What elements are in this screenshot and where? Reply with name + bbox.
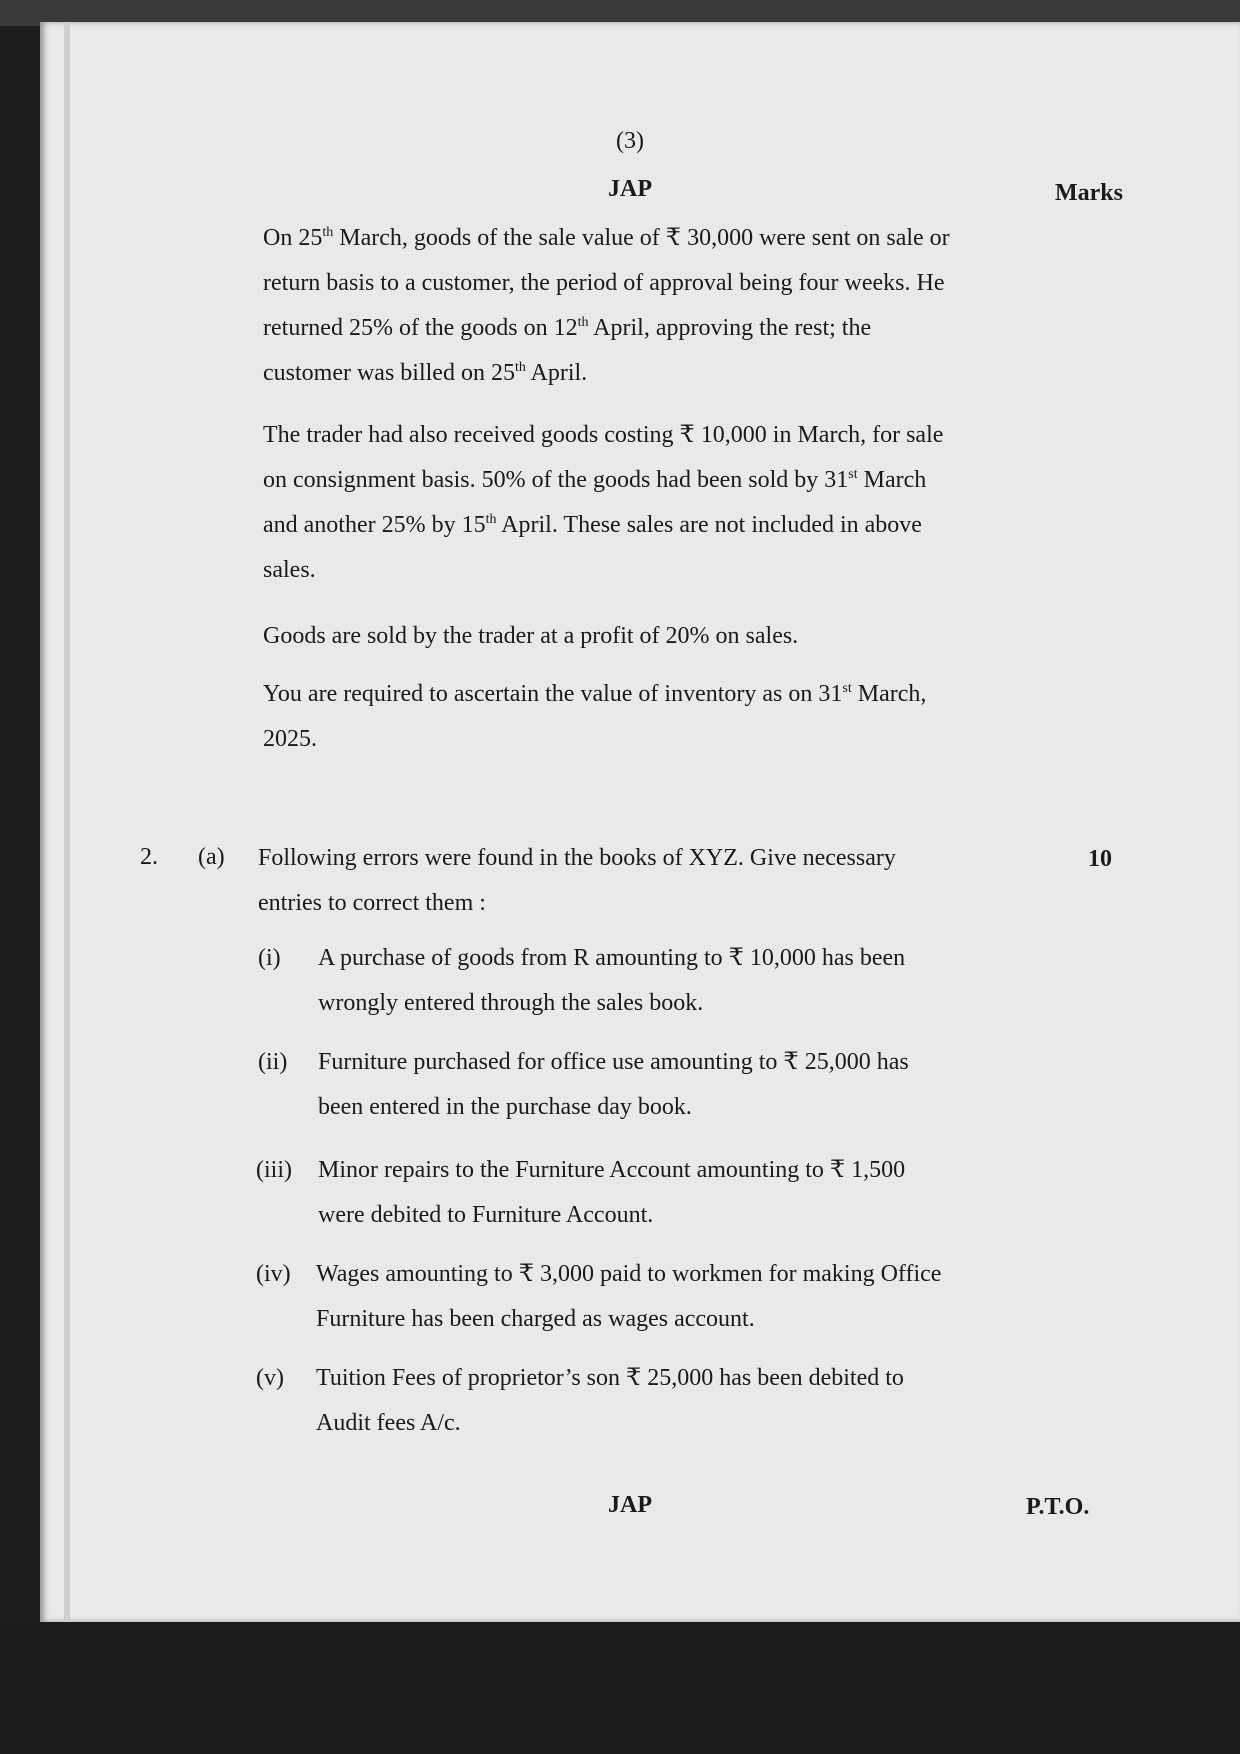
para1-line3: returned 25% of the goods on 12th April, approving the rest; the [263, 315, 872, 341]
para2-line1: The trader had also received goods costing ₹ 10,000 in March, for sale [263, 422, 944, 448]
para1-line2: return basis to a customer, the period of approval being four weeks. He [263, 270, 945, 296]
consignment-paragraph [263, 413, 1038, 593]
item-label-ii: (ii) [258, 1049, 288, 1075]
error-item-v [316, 1356, 1029, 1446]
item-iii-line2: were debited to Furniture Account. [318, 1202, 654, 1228]
scanner-bottom-border [0, 1622, 1240, 1754]
item-label-i: (i) [258, 945, 281, 971]
item-v-line1: Tuition Fees of proprietor’s son ₹ 25,000 has been debited to [316, 1365, 904, 1391]
item-iv-line2: Furniture has been charged as wages account. [316, 1306, 755, 1332]
page-number: (3) [616, 128, 644, 154]
pto-label: P.T.O. [1026, 1494, 1090, 1520]
para1-line1: On 25th March, goods of the sale value of ₹ 30,000 were sent on sale or [263, 225, 950, 251]
error-item-i [318, 936, 1031, 1026]
item-ii-line2: been entered in the purchase day book. [318, 1094, 692, 1120]
para2-line4: sales. [263, 557, 316, 583]
error-item-iv [316, 1252, 1029, 1342]
q2-line2: entries to correct them : [258, 890, 486, 916]
item-ii-line1: Furniture purchased for office use amounting to ₹ 25,000 has [318, 1049, 909, 1075]
item-label-iii: (iii) [256, 1157, 292, 1183]
item-iii-line1: Minor repairs to the Furniture Account amounting to ₹ 1,500 [318, 1157, 906, 1183]
para1-line4: customer was billed on 25th April. [263, 360, 588, 386]
requirement-paragraph [263, 672, 1038, 762]
question-part: (a) [198, 844, 225, 870]
item-i-line1: A purchase of goods from R amounting to ₹ 10,000 has been [318, 945, 906, 971]
page-fold-edge [64, 22, 70, 1622]
question-1-continuation [263, 216, 1038, 396]
para2-line2: on consignment basis. 50% of the goods had been sold by 31st March [263, 467, 927, 493]
para2-line3: and another 25% by 15th April. These sales are not included in above [263, 512, 922, 538]
para4-line1: You are required to ascertain the value of inventory as on 31st March, [263, 681, 927, 707]
item-v-line2: Audit fees A/c. [316, 1410, 461, 1436]
paper-code-header: JAP [608, 176, 652, 202]
profit-paragraph: Goods are sold by the trader at a profit of 20% on sales. [263, 623, 799, 649]
error-item-ii [318, 1040, 1031, 1130]
para4-line2: 2025. [263, 726, 317, 752]
paper-code-footer: JAP [608, 1492, 652, 1518]
question-marks: 10 [1088, 846, 1112, 872]
error-item-iii [318, 1148, 1031, 1238]
item-label-v: (v) [256, 1365, 284, 1391]
q2-line1: Following errors were found in the books of XYZ. Give necessary [258, 845, 896, 871]
question-number: 2. [140, 844, 158, 870]
marks-heading: Marks [1055, 180, 1123, 206]
item-i-line2: wrongly entered through the sales book. [318, 990, 704, 1016]
item-label-iv: (iv) [256, 1261, 291, 1287]
item-iv-line1: Wages amounting to ₹ 3,000 paid to workmen for making Office [316, 1261, 942, 1287]
question-2-stem [258, 836, 1033, 926]
